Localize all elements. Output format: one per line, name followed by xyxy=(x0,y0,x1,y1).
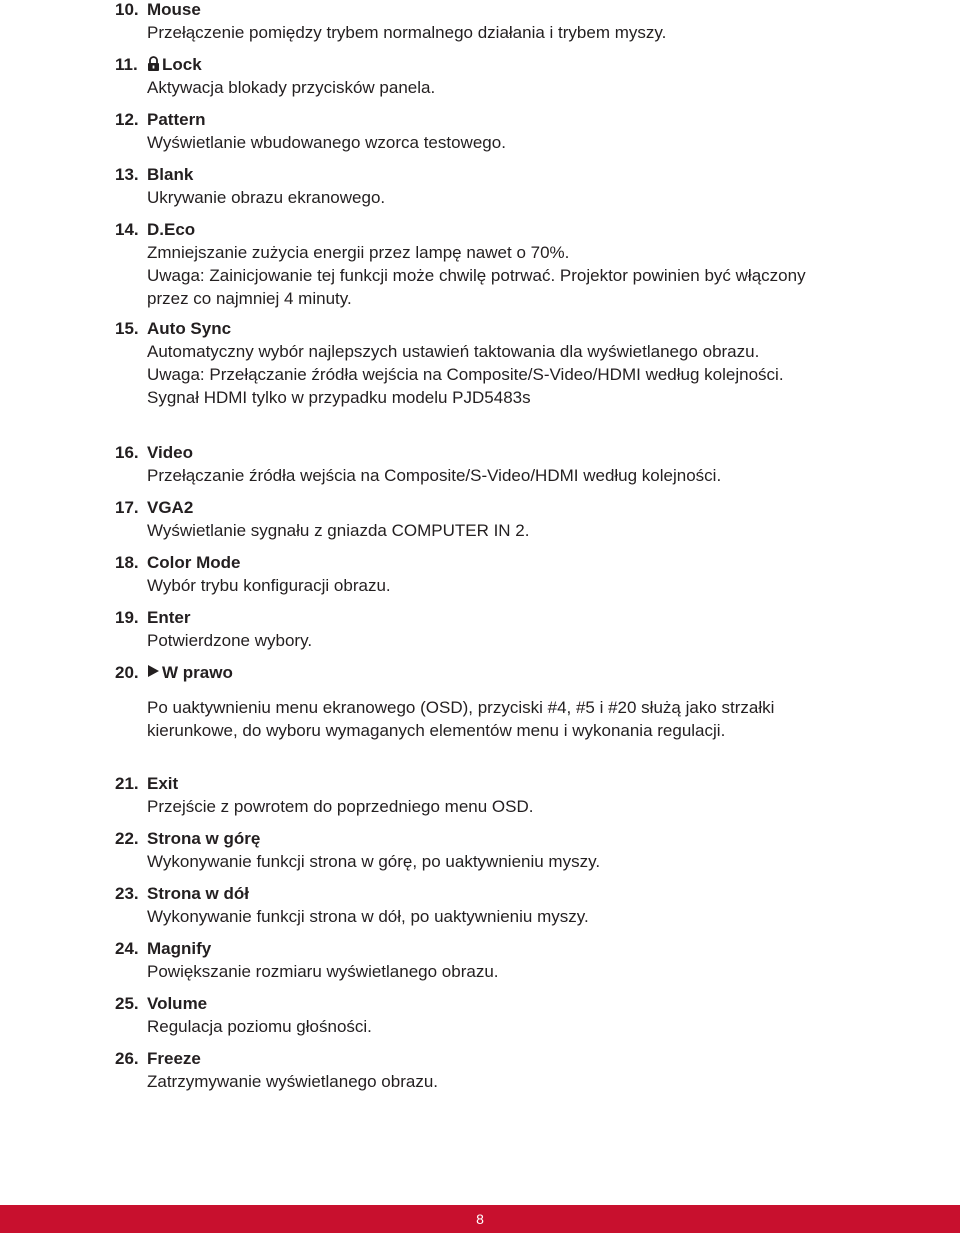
item-title-text: Color Mode xyxy=(147,553,241,572)
item-title-text: Magnify xyxy=(147,939,212,958)
item-description xyxy=(147,131,827,154)
item-title xyxy=(147,829,260,849)
item-description xyxy=(147,340,827,409)
item-description xyxy=(147,519,827,542)
item-description xyxy=(147,905,827,928)
item-title-text: Exit xyxy=(147,774,179,793)
description-line: Wyświetlanie sygnału z gniazda COMPUTER IN 2. xyxy=(147,521,530,540)
item-description xyxy=(147,850,827,873)
play-right-icon xyxy=(147,663,162,682)
description-line: Ukrywanie obrazu ekranowego. xyxy=(147,188,386,207)
item-number: 13. xyxy=(115,165,139,184)
description-line: Zatrzymywanie wyświetlanego obrazu. xyxy=(147,1072,439,1091)
description-line: Po uaktywnieniu menu ekranowego (OSD), przyciski #4, #5 i #20 służą jako strzałki kierunkowe, do wyboru wymaganych elementów menu i wykonania regulacji. xyxy=(147,698,775,740)
item-number: 16. xyxy=(115,443,139,462)
description-line: Uwaga: Przełączanie źródła wejścia na Composite/S-Video/HDMI według kolejności. xyxy=(147,365,784,384)
item-title-text: Strona w górę xyxy=(147,829,261,848)
item-title-text: Volume xyxy=(147,994,208,1013)
item-title-text: W prawo xyxy=(162,663,233,682)
description-line: Wykonywanie funkcji strona w górę, po uaktywnieniu myszy. xyxy=(147,852,601,871)
item-title xyxy=(147,443,193,463)
item-title-text: VGA2 xyxy=(147,498,194,517)
description-line: Wykonywanie funkcji strona w dół, po uaktywnieniu myszy. xyxy=(147,907,589,926)
item-description xyxy=(147,795,827,818)
description-line: Sygnał HDMI tylko w przypadku modelu PJD5483s xyxy=(147,388,531,407)
item-number: 25. xyxy=(115,994,139,1013)
description-line: Zmniejszanie zużycia energii przez lampę nawet o 70%. xyxy=(147,243,570,262)
item-description xyxy=(147,241,827,310)
item-number: 18. xyxy=(115,553,139,572)
item-title xyxy=(147,220,195,240)
item-description xyxy=(147,21,827,44)
item-number: 21. xyxy=(115,774,139,793)
description-line: Aktywacja blokady przycisków panela. xyxy=(147,78,436,97)
description-line: Automatyczny wybór najlepszych ustawień taktowania dla wyświetlanego obrazu. xyxy=(147,342,760,361)
page-footer-bar xyxy=(0,1205,960,1233)
item-title xyxy=(147,608,190,628)
item-title-text: Mouse xyxy=(147,0,201,19)
item-number: 12. xyxy=(115,110,139,129)
description-line: Uwaga: Zainicjowanie tej funkcji może chwilę potrwać. Projektor powinien być włączony przez co najmniej 4 minuty. xyxy=(147,266,806,308)
item-number: 10. xyxy=(115,0,139,19)
item-number: 20. xyxy=(115,663,139,682)
item-description xyxy=(147,186,827,209)
description-line: Przełączenie pomiędzy trybem normalnego działania i trybem myszy. xyxy=(147,23,667,42)
item-number: 26. xyxy=(115,1049,139,1068)
item-description xyxy=(147,696,827,742)
item-description xyxy=(147,960,827,983)
page-number: 8 xyxy=(476,1211,484,1227)
item-title xyxy=(147,939,211,959)
item-title xyxy=(147,994,207,1014)
item-title-text: D.Eco xyxy=(147,220,196,239)
item-title xyxy=(147,0,201,20)
item-number: 15. xyxy=(115,319,139,338)
lock-icon xyxy=(147,55,162,74)
item-title-text: Auto Sync xyxy=(147,319,232,338)
item-description xyxy=(147,1070,827,1093)
item-description xyxy=(147,629,827,652)
item-number: 19. xyxy=(115,608,139,627)
description-line: Potwierdzone wybory. xyxy=(147,631,313,650)
description-line: Przejście z powrotem do poprzedniego menu OSD. xyxy=(147,797,534,816)
item-title-text: Lock xyxy=(162,55,202,74)
item-number: 22. xyxy=(115,829,139,848)
item-number: 23. xyxy=(115,884,139,903)
item-number: 24. xyxy=(115,939,139,958)
item-title xyxy=(147,498,193,518)
item-title-text: Video xyxy=(147,443,193,462)
item-title xyxy=(147,663,233,683)
description-line: Regulacja poziomu głośności. xyxy=(147,1017,372,1036)
item-number: 17. xyxy=(115,498,139,517)
item-title xyxy=(147,1049,201,1069)
item-title xyxy=(147,319,231,339)
item-number: 11. xyxy=(115,55,138,74)
description-line: Wyświetlanie wbudowanego wzorca testowego. xyxy=(147,133,506,152)
item-description xyxy=(147,1015,827,1038)
item-title xyxy=(147,553,241,573)
item-title xyxy=(147,774,178,794)
item-number: 14. xyxy=(115,220,139,239)
item-description xyxy=(147,76,827,99)
description-line: Przełączanie źródła wejścia na Composite/S-Video/HDMI według kolejności. xyxy=(147,466,722,485)
item-title xyxy=(147,165,193,185)
item-description xyxy=(147,464,827,487)
item-title xyxy=(147,884,249,904)
item-title-text: Enter xyxy=(147,608,191,627)
description-line: Wybór trybu konfiguracji obrazu. xyxy=(147,576,391,595)
item-title-text: Pattern xyxy=(147,110,206,129)
item-title xyxy=(147,110,206,130)
item-description xyxy=(147,574,827,597)
item-title-text: Strona w dół xyxy=(147,884,249,903)
description-line: Powiększanie rozmiaru wyświetlanego obrazu. xyxy=(147,962,499,981)
item-title-text: Blank xyxy=(147,165,194,184)
item-title xyxy=(147,55,202,75)
item-title-text: Freeze xyxy=(147,1049,201,1068)
